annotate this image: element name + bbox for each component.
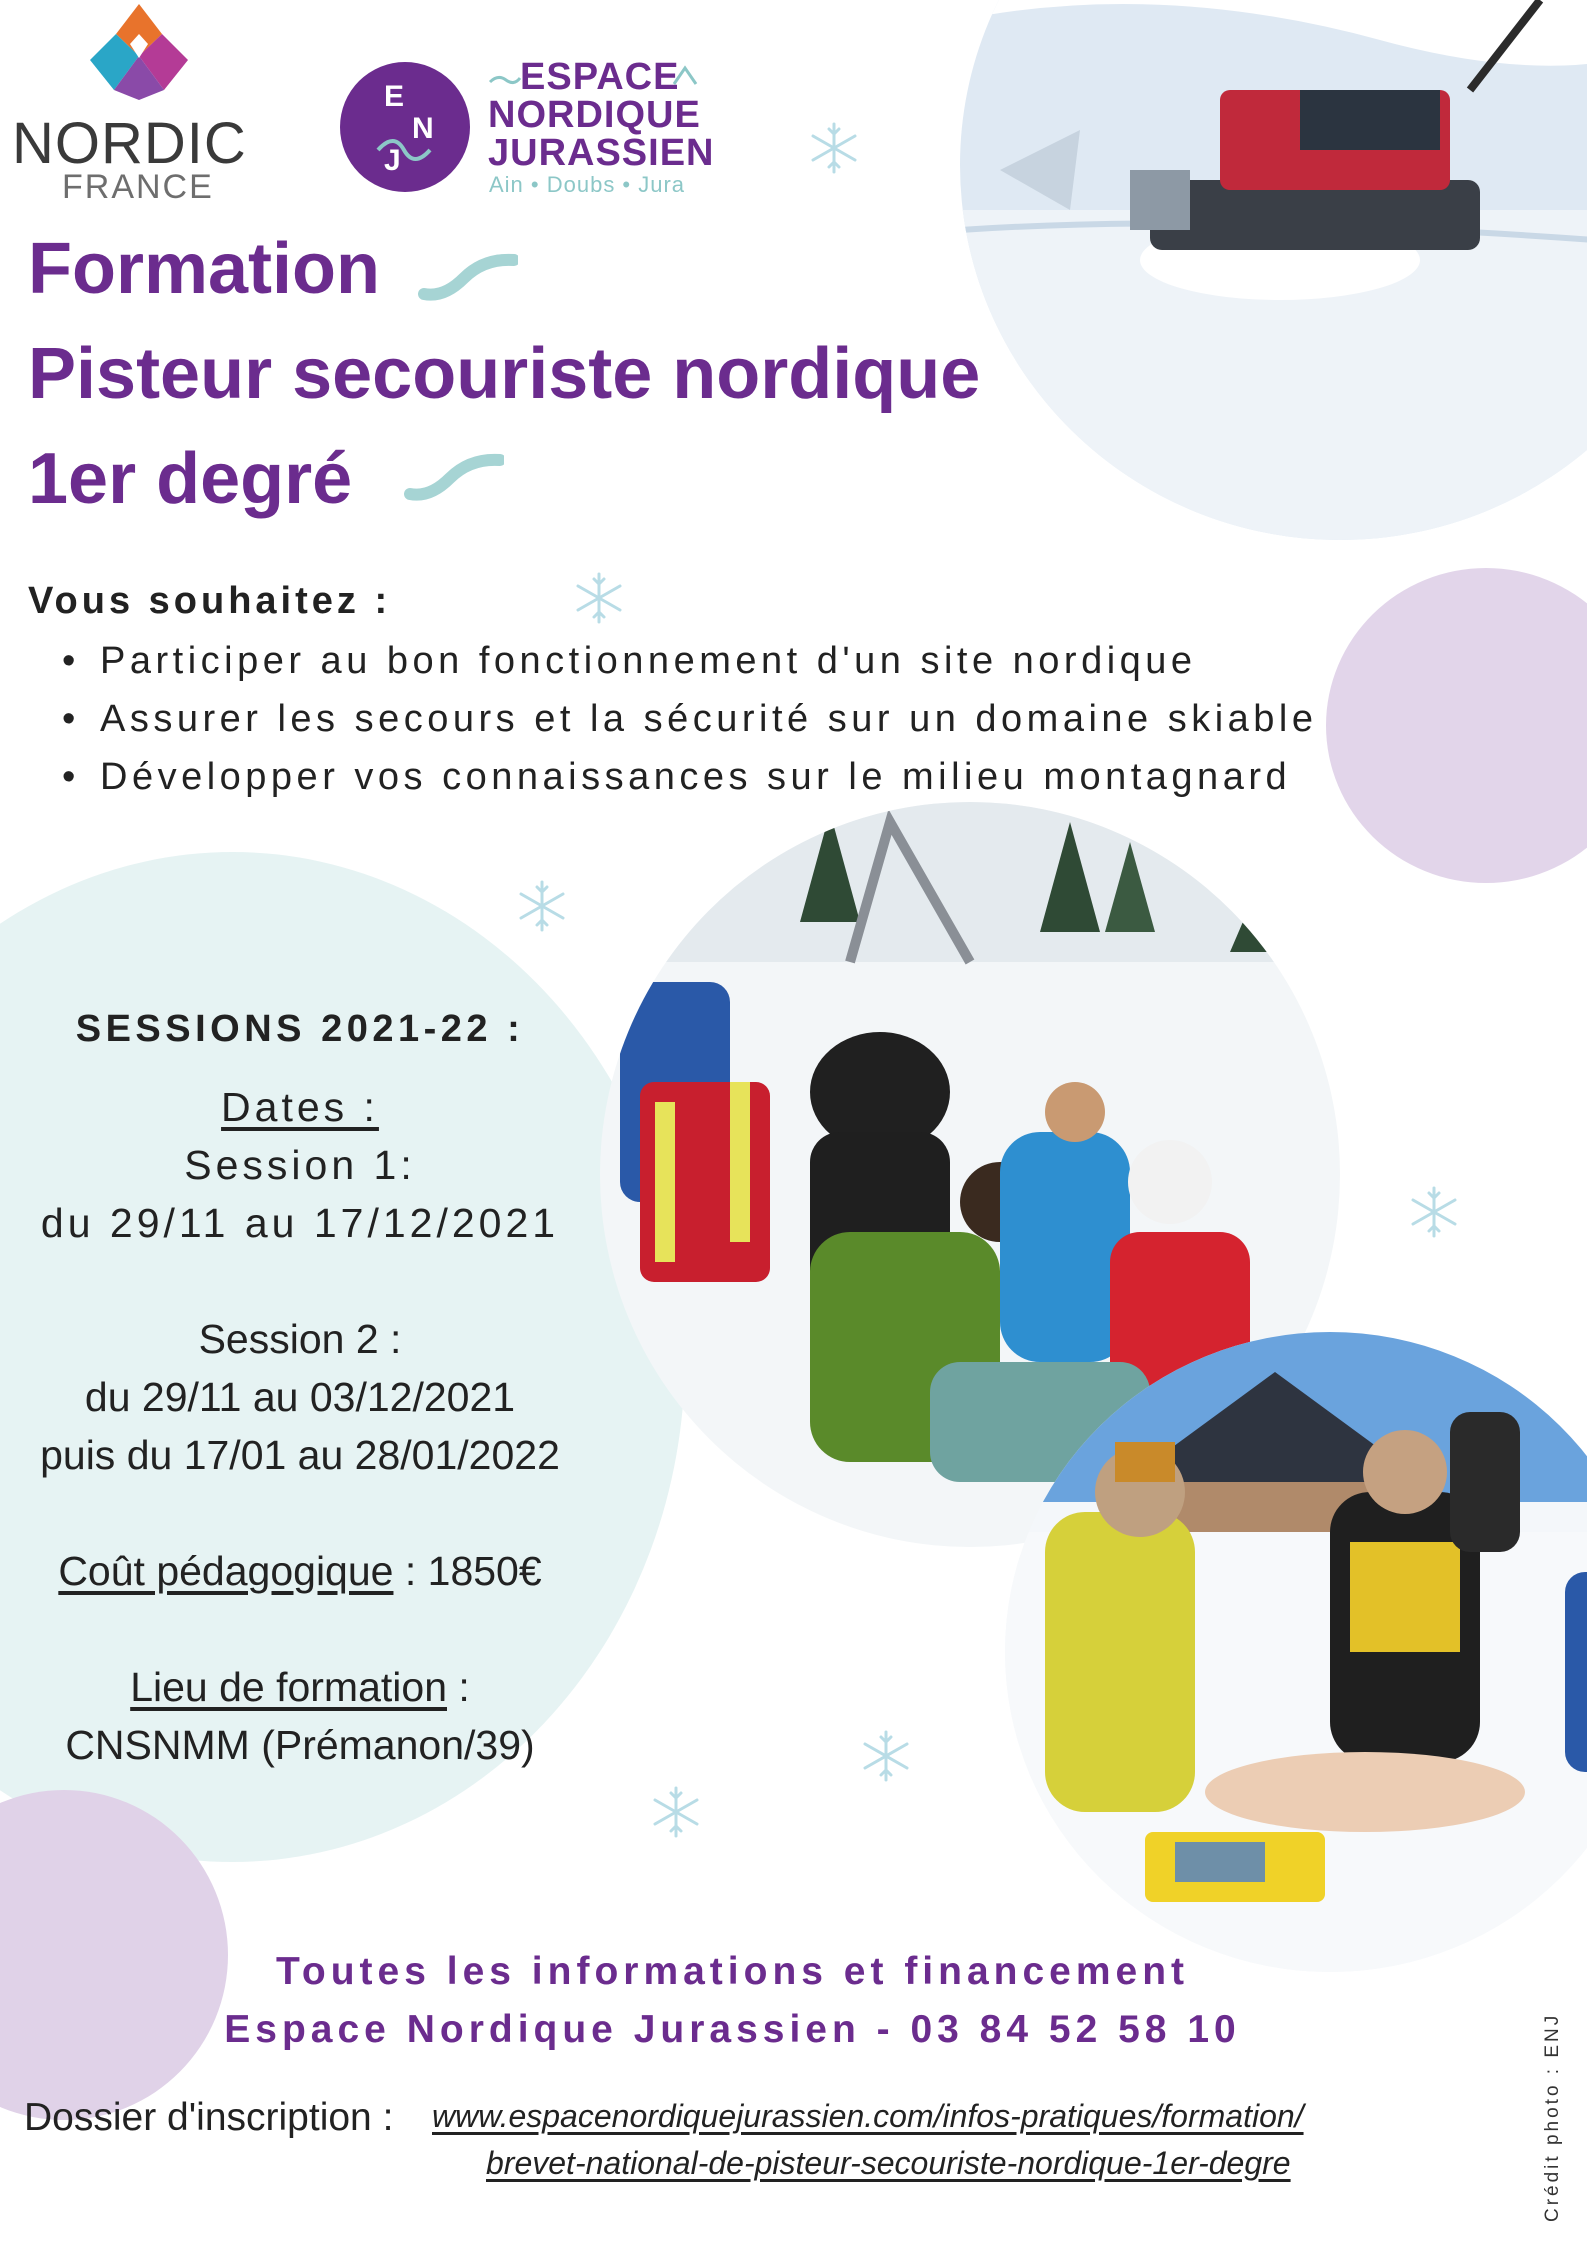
- dates-label: Dates :: [221, 1084, 379, 1130]
- cost-row: [0, 1548, 600, 1595]
- enj-badge-letter-j: J: [384, 144, 401, 177]
- page-title-line1: Formation: [28, 229, 380, 309]
- wave-decoration-icon: [418, 252, 518, 302]
- enj-logo-line2: NORDIQUE: [488, 94, 701, 136]
- lilac-circle-right-decoration: [1326, 568, 1587, 883]
- place-label-suffix: :: [447, 1664, 470, 1710]
- sessions-heading: SESSIONS 2021-22 :: [75, 1008, 525, 1050]
- snowflake-icon: [1408, 1186, 1460, 1238]
- enj-logo-peak-icon: [672, 64, 698, 86]
- snowflake-icon: [650, 1786, 702, 1838]
- snowflake-icon: [573, 572, 625, 624]
- session2-dates-second: puis du 17/01 au 28/01/2022: [40, 1432, 560, 1478]
- photo-credit: Crédit photo : ENJ: [1542, 2012, 1563, 2222]
- wave-decoration-icon: [404, 452, 504, 502]
- cost-label: Coût pédagogique: [58, 1548, 394, 1594]
- list-item: • Participer au bon fonctionnement d'un site nordique: [62, 632, 1318, 690]
- place-value: CNSNMM (Prémanon/39): [65, 1722, 535, 1768]
- place-label: Lieu de formation: [130, 1664, 447, 1710]
- enj-badge-letter-e: E: [384, 80, 405, 113]
- nordic-france-logo-line2: FRANCE: [62, 168, 214, 206]
- enj-logo-line3: JURASSIEN: [488, 132, 715, 174]
- enj-logo-badge: [340, 62, 470, 192]
- intro-heading: Vous souhaitez :: [28, 580, 392, 622]
- intro-bullet-list: [62, 632, 1318, 806]
- page-title-line2: Pisteur secouriste nordique: [28, 334, 981, 414]
- cost-value: : 1850€: [393, 1548, 542, 1594]
- enj-logo-subtitle: Ain • Doubs • Jura: [489, 172, 686, 197]
- dates-label-row: [0, 1084, 600, 1131]
- snow-groomer-photo: [960, 0, 1587, 540]
- page-title-line3: 1er degré: [28, 439, 353, 519]
- enj-badge-mark-icon: [374, 110, 434, 170]
- registration-link-line1[interactable]: www.espacenordiquejurassien.com/infos-pratiques/formation/: [432, 2098, 1304, 2134]
- snowflake-icon: [860, 1730, 912, 1782]
- list-item: • Assurer les secours et la sécurité sur un domaine skiable: [62, 690, 1318, 748]
- list-item: • Développer vos connaissances sur le milieu montagnard: [62, 748, 1318, 806]
- contact-line2: Espace Nordique Jurassien - 03 84 52 58 10: [224, 2008, 1241, 2051]
- registration-link-line2[interactable]: brevet-national-de-pisteur-secouriste-nordique-1er-degre: [486, 2145, 1291, 2181]
- snowflake-icon: [808, 122, 860, 174]
- session1-label: Session 1:: [184, 1142, 416, 1188]
- session2-dates-first: du 29/11 au 03/12/2021: [84, 1374, 516, 1420]
- snowflake-icon: [516, 880, 568, 932]
- place-row: [0, 1664, 600, 1711]
- dossier-label: Dossier d'inscription :: [24, 2096, 394, 2139]
- nordic-france-logo-line1: NORDIC: [12, 111, 247, 176]
- session2-label: Session 2 :: [198, 1316, 402, 1362]
- contact-line1: Toutes les informations et financement: [275, 1950, 1190, 1993]
- enj-badge-letter-n: N: [412, 112, 434, 145]
- nordic-france-logo-icon: [84, 0, 194, 110]
- session1-dates: du 29/11 au 17/12/2021: [40, 1200, 560, 1246]
- enj-logo-wave-icon: [488, 72, 522, 86]
- enj-logo-line1: ESPACE: [520, 56, 680, 98]
